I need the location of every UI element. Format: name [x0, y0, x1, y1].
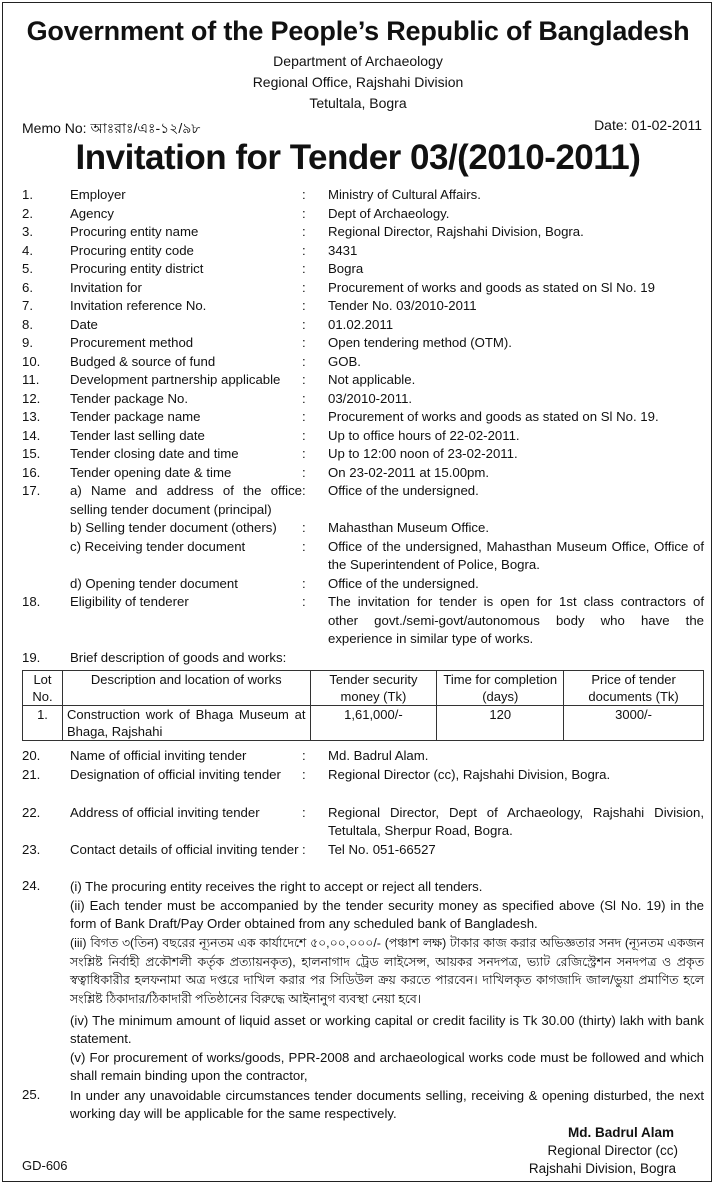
item-label: Eligibility of tenderer — [70, 594, 189, 609]
item-number: 24. — [22, 878, 41, 893]
item-value: Mahasthan Museum Office. — [328, 520, 490, 535]
document-price: 3000/- — [564, 706, 704, 741]
security-money: 1,61,000/- — [310, 706, 437, 741]
detail-row: c) Receiving tender document : Office of the undersigned, Mahasthan Museum Office, Office of the Superintendent of Police, Bogra. — [22, 538, 704, 575]
detail-row: 5. Procuring entity district : Bogra — [22, 260, 704, 279]
condition-25: In under any unavoidable circumstances tender documents selling, receiving & opening disturbed, the next working day will be applicable for the same respectively. — [70, 1088, 704, 1121]
work-description: Construction work of Bhaga Museum at Bhaga, Rajshahi — [62, 706, 310, 741]
item-number: 18. — [22, 594, 41, 609]
detail-row: 17. a) Name and address of the office selling tender document (principal) : Office of the undersigned. — [22, 482, 704, 519]
column-header: Time for completion (days) — [437, 671, 564, 706]
item-value: Procurement of works and goods as stated on Sl No. 19 — [328, 279, 655, 295]
official-details-list — [22, 747, 704, 878]
department-line: Department of Archaeology — [273, 53, 443, 69]
table-header-row — [23, 671, 704, 706]
item-label: Budged & source of fund — [70, 353, 216, 369]
item-number: 23. — [22, 841, 41, 857]
detail-row: 4. Procuring entity code : 3431 — [22, 242, 704, 261]
item-value: Dept of Archaeology. — [328, 205, 450, 221]
address-line: Tetultala, Bogra — [309, 95, 407, 111]
item-value: Md. Badrul Alam. — [328, 748, 429, 763]
item-label: Date — [70, 316, 98, 332]
item-number: 2. — [22, 205, 33, 221]
item-label: Name of official inviting tender — [70, 748, 247, 763]
detail-row: 10. Budged & source of fund : GOB. — [22, 353, 704, 372]
item-number: 11. — [22, 372, 40, 387]
item-value: 01.02.2011 — [328, 316, 394, 332]
item-value: GOB. — [328, 353, 361, 369]
table-row — [23, 706, 704, 741]
detail-row: 6. Invitation for : Procurement of works and goods as stated on Sl No. 19 — [22, 279, 704, 298]
item-value: Bogra — [328, 261, 364, 276]
item-value: On 23-02-2011 at 15.00pm. — [328, 464, 490, 480]
detail-row: 13. Tender package name : Procurement of works and goods as stated on Sl No. 19. — [22, 408, 704, 427]
item-value: Office of the undersigned, Mahasthan Museum Office, Office of the Superintendent of Police, Bogra. — [328, 538, 704, 572]
item-number: 17. — [22, 483, 41, 498]
item-value: 03/2010-2011. — [328, 390, 413, 406]
item-label: Address of official inviting tender — [70, 804, 260, 820]
detail-row — [22, 649, 704, 668]
item-value: The invitation for tender is open for 1st class contractors of other govt./semi-govt/autonomous body who have the experience in similar type of works. — [328, 594, 704, 646]
detail-row: 7. Invitation reference No. : Tender No. 03/2010-2011 — [22, 297, 704, 316]
detail-row: b) Selling tender document (others) : Mahasthan Museum Office. — [22, 519, 704, 538]
item-label: Agency — [70, 205, 114, 221]
item-value: Regional Director (cc), Rajshahi Division, Bogra. — [328, 766, 611, 782]
detail-row: 1. Employer : Ministry of Cultural Affairs. — [22, 186, 704, 205]
signatory-title: Regional Director (cc) — [547, 1143, 678, 1158]
item-value: Open tendering method (OTM). — [328, 335, 512, 350]
column-header: Tender security money (Tk) — [310, 671, 437, 706]
detail-row: 12. Tender package No. : 03/2010-2011. — [22, 390, 704, 409]
item-value: Regional Director, Dept of Archaeology, Rajshahi Division, Tetultala, Sherpur Road, Bogra. — [328, 804, 704, 838]
item-number: 1. — [22, 187, 33, 202]
detail-row: 2. Agency : Dept of Archaeology. — [22, 205, 704, 224]
item-number: 13. — [22, 409, 41, 424]
item-value: Up to office hours of 22-02-2011. — [328, 427, 520, 443]
item-number: 20. — [22, 748, 41, 763]
lot-table — [22, 670, 704, 741]
completion-days: 120 — [437, 706, 564, 741]
item-number: 15. — [22, 446, 41, 461]
item-number: 10. — [22, 353, 41, 369]
document-heading: Invitation for Tender 03/(2010-2011) — [75, 138, 641, 177]
item-label: Contact details of official inviting tender — [70, 841, 299, 857]
item-value: 3431 — [328, 242, 358, 258]
item-number: 5. — [22, 261, 33, 276]
item-number: 19. — [22, 650, 41, 665]
item-number: 16. — [22, 464, 41, 480]
item-label: Procuring entity name — [70, 224, 199, 239]
detail-row: 11. Development partnership applicable : Not applicable. — [22, 371, 704, 390]
item-number: 7. — [22, 298, 33, 313]
tender-details-list — [22, 186, 704, 668]
memo-date: Date: 01-02-2011 — [594, 117, 702, 133]
item-label: Brief description of goods and works: — [70, 650, 287, 665]
detail-row: 18. Eligibility of tenderer : The invitation for tender is open for 1st class contractors of other govt./semi-govt/autonomous body who have the experience in similar type of works. — [22, 593, 704, 649]
item-label: Designation of official inviting tender — [70, 766, 281, 782]
item-number: 12. — [22, 390, 41, 406]
item-value: Office of the undersigned. — [328, 575, 479, 591]
item-value: Tel No. 051-66527 — [328, 841, 436, 857]
item-number: 21. — [22, 766, 41, 782]
condition-ii: (ii) Each tender must be accompanied by the tender security money as specified above (Sl No. 19) in the form of Bank Draft/Pay Order obtained from any scheduled bank of Bangladesh. — [70, 898, 704, 931]
memo-number: Memo No: আঃরাঃ/এঃ-১২/৯৮ — [22, 120, 201, 136]
item-label: b) Selling tender document (others) — [70, 520, 277, 535]
item-label: a) Name and address of the office selling tender document (principal) — [70, 483, 302, 517]
detail-row: 21. Designation of official inviting tender : Regional Director (cc), Rajshahi Division, Bogra. — [22, 766, 704, 804]
item-number: 8. — [22, 316, 33, 332]
condition-i: (i) The procuring entity receives the right to accept or reject all tenders. — [70, 879, 483, 894]
item-label: Procuring entity code — [70, 242, 194, 258]
condition-v: (v) For procurement of works/goods, PPR-2008 and archaeological works code must be followed and which shall remain binding upon the contractor, — [70, 1050, 704, 1083]
item-label: Tender closing date and time — [70, 446, 239, 461]
item-value: Tender No. 03/2010-2011 — [328, 298, 477, 313]
item-label: c) Receiving tender document — [70, 538, 246, 554]
office-line: Regional Office, Rajshahi Division — [252, 74, 464, 90]
item-label: Tender last selling date — [70, 427, 205, 443]
signatory-office: Rajshahi Division, Bogra — [528, 1161, 676, 1176]
item-number: 9. — [22, 335, 33, 350]
item-value: Regional Director, Rajshahi Division, Bogra. — [328, 224, 584, 239]
government-title: Government of the People’s Republic of Bangladesh — [26, 16, 690, 46]
detail-row: 14. Tender last selling date : Up to office hours of 22-02-2011. — [22, 427, 704, 446]
item-number: 6. — [22, 279, 33, 295]
footer-code: GD-606 — [22, 1158, 68, 1173]
item-label: Procurement method — [70, 335, 194, 350]
item-label: Procuring entity district — [70, 261, 204, 276]
detail-row: 8. Date : 01.02.2011 — [22, 316, 704, 335]
detail-row: 22. Address of official inviting tender : Regional Director, Dept of Archaeology, Rajshahi Division, Tetultala, Sherpur Road, Bogra. — [22, 804, 704, 841]
detail-row: 9. Procurement method : Open tendering method (OTM). — [22, 334, 704, 353]
item-number: 22. — [22, 804, 41, 820]
detail-row: 23. Contact details of official inviting tender : Tel No. 051-66527 — [22, 841, 704, 878]
detail-row: d) Opening tender document : Office of the undersigned. — [22, 575, 704, 594]
signatory-name: Md. Badrul Alam — [567, 1125, 674, 1140]
item-label: Invitation reference No. — [70, 298, 207, 313]
item-label: Tender package No. — [70, 390, 189, 406]
lot-number: 1. — [23, 706, 63, 741]
item-value: Ministry of Cultural Affairs. — [328, 187, 481, 202]
item-value: Procurement of works and goods as stated on Sl No. 19. — [328, 409, 659, 424]
column-header: Price of tender documents (Tk) — [564, 671, 704, 706]
item-value: Up to 12:00 noon of 23-02-2011. — [328, 446, 518, 461]
item-number: 25. — [22, 1087, 41, 1102]
item-value: Office of the undersigned. — [328, 483, 479, 498]
item-number: 4. — [22, 242, 33, 258]
item-label: Tender package name — [70, 409, 201, 424]
column-header: Lot No. — [23, 671, 63, 706]
item-number: 14. — [22, 427, 41, 443]
condition-iv: (iv) The minimum amount of liquid asset or working capital or credit facility is Tk 30.00 (thirty) lakh with bank statement. — [70, 1013, 704, 1046]
item-label: Tender opening date & time — [70, 464, 232, 480]
condition-iii-bangla: (iii) বিগত ৩(তিন) বছরের ন্যূনতম এক কার্যাদেশে ৫০,০০,০০০/- (পঞ্চাশ লক্ষ) টাকার কাজ করার অভিজ্ঞতার সনদ (ন্যূনতম একজন সংশ্লিষ্ট নির্বাহী প্রকৌশলী কর্তৃক প্রত্যায়নকৃত), হালনাগাদ ট্রেড লাইসেন্স, আয়কর সনদপত্র, ভ্যাট রেজিস্ট্রেশন সনদপত্র ও প্রকৃত স্বত্বাধিকারীর হলফনামা অত্র দপ্তরে দাখিল করার পর সিডিউল ক্রয় করতে পারবেন। দাখিলকৃত কাগজাদি জাল/ভুয়া প্রমাণিত হলে সংশ্লিষ্ট ঠিকাদার/ঠিকাদারী পতিষ্ঠানের বিরুদ্ধে আইনানুগ ব্যবস্থা নেয়া হবে। — [70, 936, 704, 1006]
detail-row: 16. Tender opening date & time : On 23-02-2011 at 15.00pm. — [22, 464, 704, 483]
item-label: Invitation for — [70, 279, 142, 295]
column-header: Description and location of works — [62, 671, 310, 706]
detail-row: 3. Procuring entity name : Regional Director, Rajshahi Division, Bogra. — [22, 223, 704, 242]
item-value: Not applicable. — [328, 372, 416, 387]
detail-row: 15. Tender closing date and time : Up to 12:00 noon of 23-02-2011. — [22, 445, 704, 464]
item-label: d) Opening tender document — [70, 575, 238, 591]
item-label: Development partnership applicable — [70, 372, 281, 387]
item-number: 3. — [22, 224, 33, 239]
item-label: Employer — [70, 187, 126, 202]
detail-row: 20. Name of official inviting tender : Md. Badrul Alam. — [22, 747, 704, 766]
